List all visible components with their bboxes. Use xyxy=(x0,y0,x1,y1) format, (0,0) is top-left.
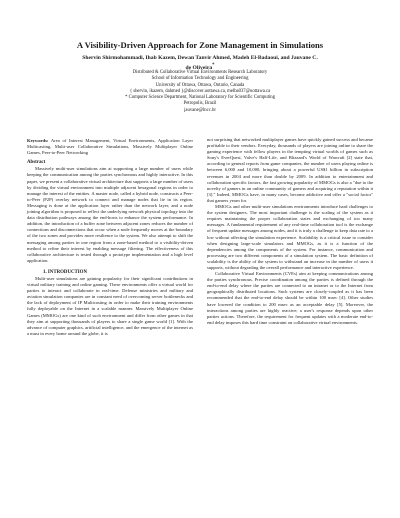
affiliations xyxy=(40,70,360,114)
introduction-heading: 1. INTRODUCTION xyxy=(43,269,88,275)
keywords-text: Area of Interest Management, Virtual Environments, Application Layer Multicasting, Multi-user Collaborative Simulations, Massively Multiplayer Online Games, Peer-to-Peer Networking xyxy=(27,138,193,156)
affiliation-emails: { shervin, ikazem, dahmed }@discover.uottawa.ca, melba037@uottawa.ca xyxy=(129,88,271,94)
affiliation-lncc: * Computer Science Department, National Laboratory for Scientific Computing xyxy=(125,95,275,101)
right-column xyxy=(207,137,373,326)
paper-title: A Visibility-Driven Approach for Zone Management in Simulations xyxy=(76,40,324,50)
body-paragraph-2: MMOGs and other multi-user simulations environments introduce hard challenges to the system designers. The most important challenge is the scaling of the system as it requires maintaining the proper collaboration states and exchanging of too many messages. A fundamental requirement of any real-time collaboration tool is the exchange of frequent update messages among nodes, and it is truly a challenge to keep data rate to a low without affecting the simulation experience. Scalability is a critical issue to consider when designing large-scale simulators and MMOGs, as it is a function of the dependencies among the components of the system. For instance, communication and processing are two different components of a simulation system. The basic definition of scalability is the ability of the system to withstand an increase in the number of users it supports, without degrading the overall performance and interactive experience. xyxy=(207,204,373,270)
body-paragraph-1: not surprising that networked multiplayer games have quickly gained success and became profitable to their vendors. Everyday, thousands of players are joining online to share the gaming experience with fellow players in the tempting virtual worlds of games such as Sony's EverQuest, Valve's Half-Life, and Blizzard's World of Warcraft [2] state that, according to general reports from game companies, the number of users playing online is between 6,000 and 10,000, bringing about a powerful US$1 billion in subscription revenues in 2004 and more than double by 2009. In addition to entertainment and collaboration specific factors, the fast growing popularity of MMOGs is also a "due to the novelty of gamers in an online community of gamers and acquiring a reputation within it [3]." Indeed, MMOGs have, in many cases, become addictive and offer a "social factor" that gamers yearn for. xyxy=(207,137,373,203)
affiliation-lab: Distributed & Collaborative Virtual Environments Research Laboratory xyxy=(132,70,268,75)
author-footnote-mark: * xyxy=(212,63,215,68)
affiliation-city: Petropolis, Brazil xyxy=(183,101,217,107)
keywords xyxy=(27,138,193,156)
introduction-text: Multi-user simulations are gaining popularity for their significant contributions in virtual military training and online gaming. These environments offer a virtual world for parties to interact and collaborate in real-time. Defense ministries and military and aviation simulation companies are in constant need of overcoming server bottlenecks and the lack of deployment of IP Multicasting in order to make their training environments fully deployable on the Internet in a scalable manner. Massively Multiplayer Online Games (MMOGs) are one kind of such environment and differ from other games in that they aim at supporting thousands of players to share a single game world [1]. With the advance of computer graphics, artificial intelligence, and the emergence of the internet as a must in every home around the globe, it is xyxy=(27,275,193,336)
authors-line-1: Shervin Shirmohammadi, Ihab Kazem, Dewan Tanvir Ahmed, Madeh El-Badaoui, and Jauvane C. xyxy=(82,55,318,61)
left-column xyxy=(27,138,193,337)
body-paragraph-3: Collaborative Virtual Environments (CVEs) aim at keeping communications among the parties synchronous. Precise coordination among the parties is defined through the end-to-end delay where the parties are connected to an intranet or to the Internet from geographically distributed locations. Such systems are closely-coupled as it has been recommended that the end-to-end delay should be within 100 msec [4]. Other studies have lowered the condition to 200 msec as an acceptable delay [5]. Moreover, the interactions among parties are highly reactive; a user's response depends upon other parties actions. Therefore, the requirement for frequent updates with a moderate end-to-end delay imposes this hard time constraint on collaborative virtual environments. xyxy=(207,271,373,325)
keywords-label: Keywords: xyxy=(27,138,49,143)
abstract-text: Massively multi-user simulations aim at supporting a large number of users while keeping the communication among the parties synchronous and highly interactive. In this paper, we present a collaborative virtual architecture that supports a large number of users by dividing the virtual environment into multiple adjacent hexagonal regions in order to manage the interest of the entities. A master node, called a hybrid node, constructs a Peer-to-Peer (P2P) overlay network to connect and manage nodes that lie in its region. Messaging is done at the application layer rather than the network layer, and a node joining algorithm is proposed to reflect the underlying network physical topology into the data distribution pathways among the end-hosts to enhance the system performance. In addition, the introduction of a buffer zone between adjacent zones reduces the number of connections and disconnections that occur when a node frequently moves at the boundary of the two zones and provides more resilience to the system. We also attempt to shift the messaging among parties in one region from a zone-based method to a visibility-driven method to refine their interest by enabling message filtering. The effectiveness of this collaborative architecture is tested through a prototype implementation and a high level application. xyxy=(27,166,193,263)
authors-line-2-text: de Oliveira xyxy=(185,64,213,71)
affiliation-university: University of Ottawa, Ottawa, Ontario, Canada xyxy=(155,82,245,88)
affiliation-email-2: jauvane@lncc.br xyxy=(184,107,216,113)
abstract-heading: Abstract xyxy=(27,160,46,166)
affiliation-school: School of Information Technology and Engineering xyxy=(151,76,249,82)
